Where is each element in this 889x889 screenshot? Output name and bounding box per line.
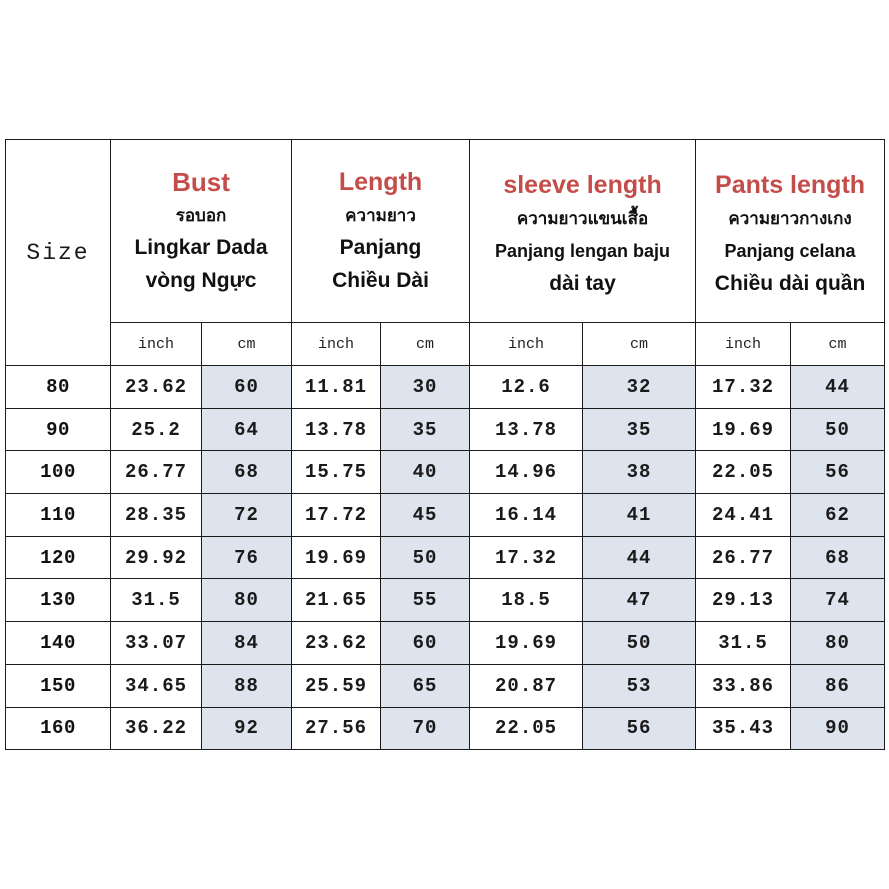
length-inch-cell: 23.62 bbox=[292, 622, 381, 665]
size-cell: 130 bbox=[6, 579, 111, 622]
pants-length-inch-cell: 22.05 bbox=[696, 451, 791, 494]
sleeve-length-cm-cell: 35 bbox=[583, 408, 696, 451]
table-row bbox=[6, 707, 885, 750]
bust-cm-cell: 64 bbox=[202, 408, 292, 451]
table-row bbox=[6, 366, 885, 409]
bust-inch-cell: 29.92 bbox=[111, 536, 202, 579]
pants-length-inch-cell: 17.32 bbox=[696, 366, 791, 409]
pants-length-inch-cell: 35.43 bbox=[696, 707, 791, 750]
size-cell: 150 bbox=[6, 664, 111, 707]
length-cm-cell: 45 bbox=[381, 494, 470, 537]
bust-inch-cell: 31.5 bbox=[111, 579, 202, 622]
table-row bbox=[6, 451, 885, 494]
pants-length-title: Pants length bbox=[715, 171, 866, 199]
length-title: Length bbox=[338, 168, 423, 196]
bust-cm-cell: 84 bbox=[202, 622, 292, 665]
bust-inch-cell: 36.22 bbox=[111, 707, 202, 750]
sleeve-length-thai-label: ความยาวแขนเสื้อ bbox=[516, 209, 649, 228]
table-row bbox=[6, 536, 885, 579]
length-cm-cell: 55 bbox=[381, 579, 470, 622]
sleeve-length-inch-cell: 14.96 bbox=[470, 451, 583, 494]
bust-cm-cell: 72 bbox=[202, 494, 292, 537]
length-indonesian-label: Panjang bbox=[339, 236, 422, 259]
length-cm-cell: 30 bbox=[381, 366, 470, 409]
pants-length-cm-unit: cm bbox=[791, 323, 885, 366]
length-cm-cell: 60 bbox=[381, 622, 470, 665]
sleeve-length-cm-unit: cm bbox=[583, 323, 696, 366]
pants-length-inch-cell: 33.86 bbox=[696, 664, 791, 707]
pants-length-inch-cell: 19.69 bbox=[696, 408, 791, 451]
size-cell: 80 bbox=[6, 366, 111, 409]
pants-length-thai-label: ความยาวกางเกง bbox=[728, 209, 852, 228]
length-inch-unit: inch bbox=[292, 323, 381, 366]
sleeve-length-cm-cell: 41 bbox=[583, 494, 696, 537]
sleeve-length-inch-cell: 16.14 bbox=[470, 494, 583, 537]
table-row bbox=[6, 622, 885, 665]
length-inch-cell: 21.65 bbox=[292, 579, 381, 622]
pants-length-indonesian-label: Panjang celana bbox=[724, 241, 856, 261]
pants-length-cm-cell: 62 bbox=[791, 494, 885, 537]
pants-length-cm-cell: 90 bbox=[791, 707, 885, 750]
bust-title: Bust bbox=[172, 167, 230, 197]
length-inch-cell: 13.78 bbox=[292, 408, 381, 451]
sleeve-length-inch-cell: 17.32 bbox=[470, 536, 583, 579]
sleeve-length-cm-cell: 32 bbox=[583, 366, 696, 409]
bust-inch-cell: 34.65 bbox=[111, 664, 202, 707]
bust-cm-cell: 76 bbox=[202, 536, 292, 579]
table-row bbox=[6, 408, 885, 451]
sleeve-length-inch-cell: 20.87 bbox=[470, 664, 583, 707]
bust-vietnamese-label: vòng Ngực bbox=[145, 269, 257, 292]
bust-inch-cell: 33.07 bbox=[111, 622, 202, 665]
pants-length-vietnamese-label: Chiều dài quần bbox=[714, 272, 866, 295]
pants-length-cm-cell: 56 bbox=[791, 451, 885, 494]
sleeve-length-cm-cell: 56 bbox=[583, 707, 696, 750]
sleeve-length-inch-cell: 12.6 bbox=[470, 366, 583, 409]
size-cell: 140 bbox=[6, 622, 111, 665]
sleeve-length-title: sleeve length bbox=[503, 171, 662, 199]
sleeve-length-cm-cell: 47 bbox=[583, 579, 696, 622]
length-cm-cell: 70 bbox=[381, 707, 470, 750]
size-cell: 100 bbox=[6, 451, 111, 494]
size-cell: 110 bbox=[6, 494, 111, 537]
pants-length-inch-cell: 29.13 bbox=[696, 579, 791, 622]
length-header bbox=[292, 140, 470, 323]
pants-length-inch-cell: 26.77 bbox=[696, 536, 791, 579]
bust-cm-cell: 68 bbox=[202, 451, 292, 494]
size-column-header: Size bbox=[6, 140, 111, 366]
table-row bbox=[6, 579, 885, 622]
table-row bbox=[6, 664, 885, 707]
group-header-row bbox=[6, 140, 885, 323]
length-cm-cell: 50 bbox=[381, 536, 470, 579]
sleeve-length-vietnamese-label: dài tay bbox=[549, 272, 616, 295]
sleeve-length-inch-unit: inch bbox=[470, 323, 583, 366]
pants-length-cm-cell: 80 bbox=[791, 622, 885, 665]
sleeve-length-inch-cell: 13.78 bbox=[470, 408, 583, 451]
pants-length-cm-cell: 86 bbox=[791, 664, 885, 707]
sleeve-length-inch-cell: 19.69 bbox=[470, 622, 583, 665]
bust-inch-cell: 26.77 bbox=[111, 451, 202, 494]
sleeve-length-inch-cell: 22.05 bbox=[470, 707, 583, 750]
length-inch-cell: 19.69 bbox=[292, 536, 381, 579]
length-inch-cell: 17.72 bbox=[292, 494, 381, 537]
size-cell: 160 bbox=[6, 707, 111, 750]
bust-cm-cell: 80 bbox=[202, 579, 292, 622]
bust-inch-cell: 28.35 bbox=[111, 494, 202, 537]
size-chart-table bbox=[5, 139, 885, 750]
sleeve-length-header bbox=[470, 140, 696, 323]
length-inch-cell: 27.56 bbox=[292, 707, 381, 750]
bust-cm-cell: 60 bbox=[202, 366, 292, 409]
bust-inch-cell: 25.2 bbox=[111, 408, 202, 451]
sleeve-length-cm-cell: 50 bbox=[583, 622, 696, 665]
length-cm-cell: 65 bbox=[381, 664, 470, 707]
unit-header-row bbox=[6, 323, 885, 366]
sleeve-length-cm-cell: 44 bbox=[583, 536, 696, 579]
length-inch-cell: 11.81 bbox=[292, 366, 381, 409]
pants-length-cm-cell: 50 bbox=[791, 408, 885, 451]
pants-length-cm-cell: 44 bbox=[791, 366, 885, 409]
bust-cm-unit: cm bbox=[202, 323, 292, 366]
pants-length-inch-cell: 31.5 bbox=[696, 622, 791, 665]
bust-cm-cell: 92 bbox=[202, 707, 292, 750]
table-row bbox=[6, 494, 885, 537]
length-inch-cell: 15.75 bbox=[292, 451, 381, 494]
size-cell: 120 bbox=[6, 536, 111, 579]
length-cm-cell: 40 bbox=[381, 451, 470, 494]
pants-length-cm-cell: 68 bbox=[791, 536, 885, 579]
sleeve-length-indonesian-label: Panjang lengan baju bbox=[495, 241, 671, 261]
length-inch-cell: 25.59 bbox=[292, 664, 381, 707]
length-cm-cell: 35 bbox=[381, 408, 470, 451]
size-cell: 90 bbox=[6, 408, 111, 451]
size-rows bbox=[6, 366, 885, 750]
pants-length-inch-cell: 24.41 bbox=[696, 494, 791, 537]
bust-inch-unit: inch bbox=[111, 323, 202, 366]
bust-cm-cell: 88 bbox=[202, 664, 292, 707]
sleeve-length-cm-cell: 38 bbox=[583, 451, 696, 494]
bust-inch-cell: 23.62 bbox=[111, 366, 202, 409]
length-thai-label: ความยาว bbox=[345, 206, 416, 225]
sleeve-length-inch-cell: 18.5 bbox=[470, 579, 583, 622]
bust-indonesian-label: Lingkar Dada bbox=[134, 236, 268, 259]
bust-thai-label: รอบอก bbox=[175, 206, 227, 225]
pants-length-inch-unit: inch bbox=[696, 323, 791, 366]
sleeve-length-cm-cell: 53 bbox=[583, 664, 696, 707]
bust-header bbox=[111, 140, 292, 323]
pants-length-cm-cell: 74 bbox=[791, 579, 885, 622]
pants-length-header bbox=[696, 140, 885, 323]
length-cm-unit: cm bbox=[381, 323, 470, 366]
length-vietnamese-label: Chiều Dài bbox=[332, 269, 429, 292]
